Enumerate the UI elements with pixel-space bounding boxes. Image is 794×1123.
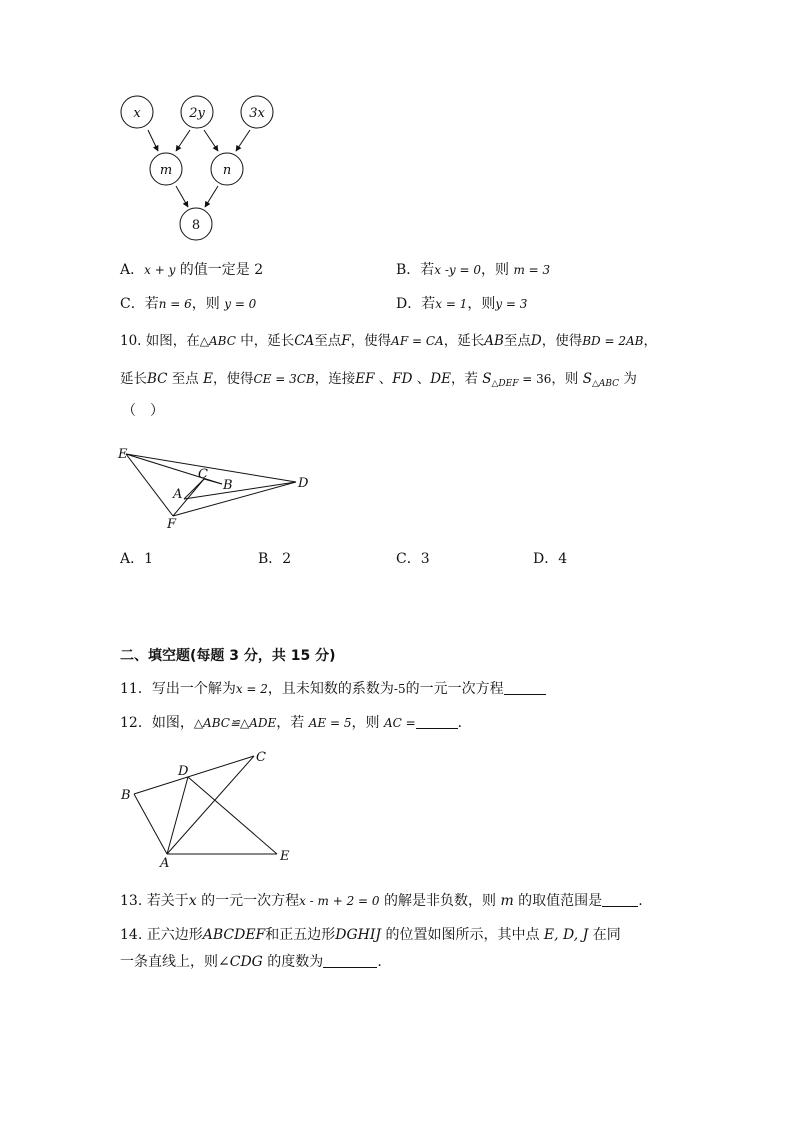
q13: 13. 若关于x 的一元一次方程x - m + 2 = 0 的解是非负数，则 m 的取值范围是 .	[120, 893, 643, 909]
q10-line-1: 10. 如图，在△ABC 中，延长CA至点F，使得AF = CA，延长AB至点D，使得BD = 2AB，	[120, 333, 657, 349]
tree-diagram	[110, 88, 290, 248]
q10-option-c: C．3	[396, 551, 430, 567]
q12-answer-blank[interactable]	[416, 714, 458, 729]
node-label-8: 8	[191, 218, 201, 233]
node-label-2y: 2y	[189, 106, 205, 121]
q14-answer-blank[interactable]	[323, 953, 377, 968]
q12: 12．如图，△ABC≌△ADE，若 AE = 5，则 AC = ．	[120, 715, 472, 731]
node-label-x: x	[133, 106, 141, 121]
q14-line-1: 14. 正六边形ABCDEF和正五边形DGHIJ 的位置如图所示，其中点 E, D, J 在同	[120, 927, 621, 943]
q10-label-e: E	[118, 447, 128, 462]
q10-option-d: D．4	[533, 551, 568, 567]
q10-line-2: 延长BC 至点 E，使得CE = 3CB，连接EF 、FD 、DE，若 $S_{\triangle DEF} = 36$，则 $S_{\triangle ABC}$ 为	[120, 371, 637, 389]
q14-line-2: 一条直线上，则∠CDG 的度数为 .	[120, 954, 382, 970]
q11-answer-blank[interactable]	[504, 680, 546, 695]
q12-label-c: C	[256, 750, 266, 765]
q10-label-c: C	[198, 467, 208, 482]
q10-label-d: D	[298, 476, 309, 491]
q11: 11．写出一个解为x = 2，且未知数的系数为-5的一元一次方程	[120, 679, 546, 699]
q10-answer-paren: （ ）	[122, 403, 164, 419]
q10-option-a: A．1	[120, 551, 154, 567]
q12-label-b: B	[121, 788, 131, 803]
q10-label-b: B	[223, 478, 233, 493]
q12-label-d: D	[178, 764, 189, 779]
q9-option-d: D．若x = 1，则y = 3	[396, 296, 528, 312]
q9-option-c: C．若n = 6，则 y = 0	[120, 296, 257, 312]
q12-triangle-figure	[114, 744, 304, 872]
q10-option-b: B．2	[258, 551, 292, 567]
q10-label-f: F	[167, 517, 177, 532]
q12-label-e: E	[280, 849, 290, 864]
q10-triangle-figure	[112, 444, 312, 534]
q13-answer-blank[interactable]	[602, 892, 638, 907]
node-label-m: m	[159, 163, 173, 178]
q9-option-a: A．x + y 的值一定是 2	[120, 262, 264, 278]
q9-option-b: B．若x -y = 0，则 m = 3	[396, 262, 551, 278]
q10-label-a: A	[173, 487, 183, 502]
node-label-n: n	[222, 163, 232, 178]
q12-label-a: A	[160, 856, 170, 871]
section-2-title: 二、填空题(每题 3 分，共 15 分)	[120, 648, 336, 664]
node-label-3x: 3x	[249, 106, 265, 121]
